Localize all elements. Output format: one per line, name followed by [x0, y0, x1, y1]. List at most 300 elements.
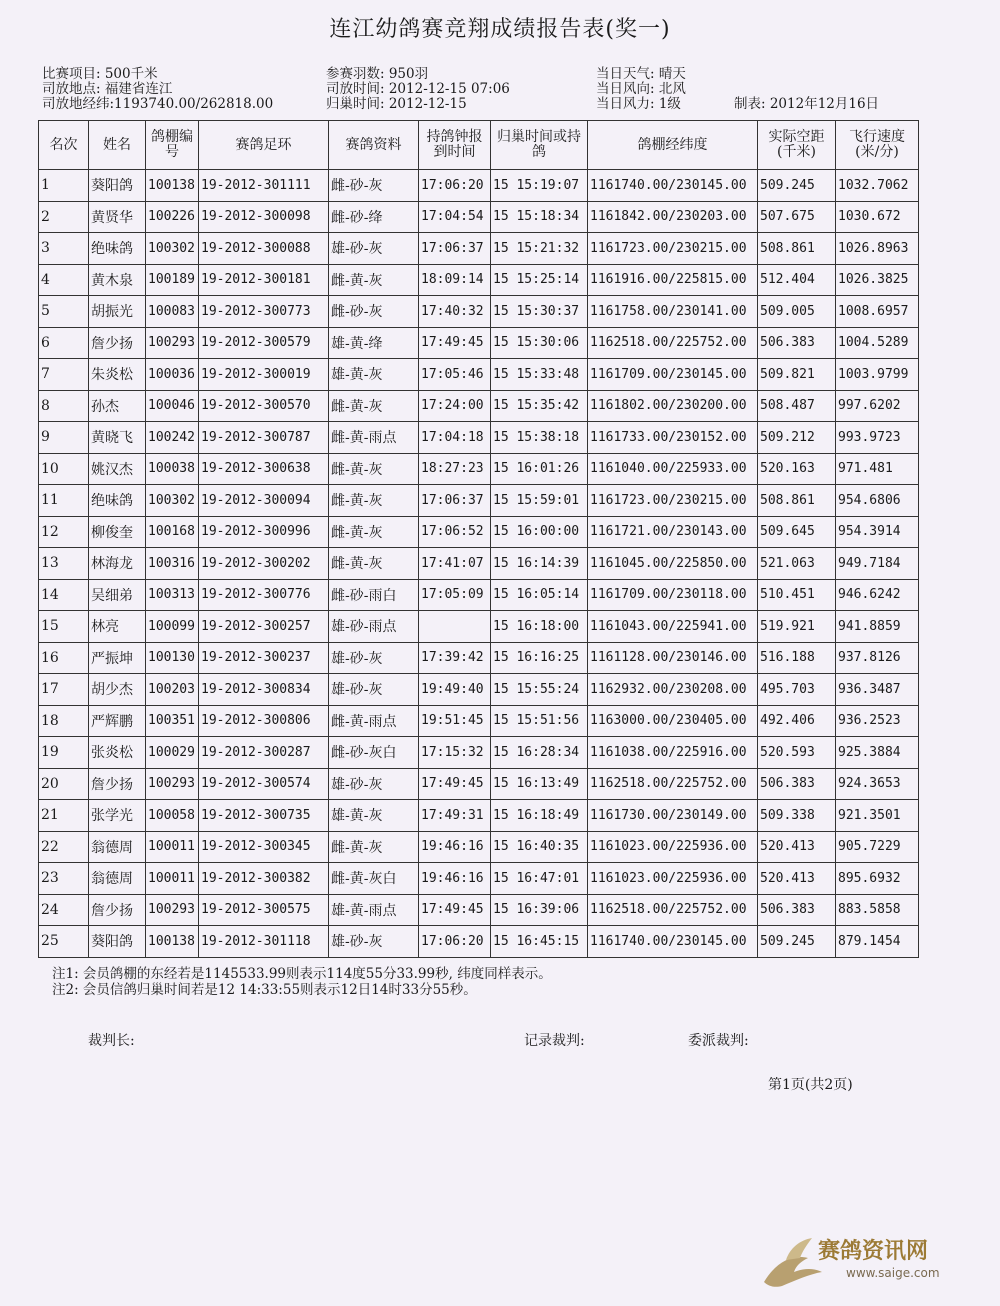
cell-arrival: 15 15:38:18	[491, 422, 588, 454]
table-row	[39, 737, 919, 769]
watermark	[756, 1232, 966, 1294]
cell-coords: 1161709.00/230145.00	[588, 359, 758, 391]
cell-ring: 19-2012-300996	[199, 516, 329, 548]
cell-rank: 6	[39, 327, 89, 359]
cell-distance: 506.383	[758, 768, 836, 800]
cell-coords: 1162932.00/230208.00	[588, 674, 758, 706]
cell-coords: 1162518.00/225752.00	[588, 894, 758, 926]
cell-loft: 100011	[146, 831, 199, 863]
cell-distance: 516.188	[758, 642, 836, 674]
cell-rank: 10	[39, 453, 89, 485]
cell-clock: 17:06:20	[419, 170, 491, 202]
cell-name: 胡振光	[89, 296, 146, 328]
cell-rank: 17	[39, 674, 89, 706]
cell-clock: 17:41:07	[419, 548, 491, 580]
cell-name: 黄贤华	[89, 201, 146, 233]
cell-coords: 1162518.00/225752.00	[588, 768, 758, 800]
table-row	[39, 359, 919, 391]
cell-rank: 5	[39, 296, 89, 328]
watermark-url: www.saige.com	[846, 1266, 940, 1280]
cell-clock: 17:40:32	[419, 296, 491, 328]
cell-arrival: 15 16:05:14	[491, 579, 588, 611]
cell-ring: 19-2012-300094	[199, 485, 329, 517]
cell-coords: 1162518.00/225752.00	[588, 327, 758, 359]
cell-info: 雌-砂-灰	[329, 296, 419, 328]
cell-info: 雄-黄-灰	[329, 800, 419, 832]
cell-clock: 17:49:45	[419, 327, 491, 359]
cell-speed: 936.2523	[836, 705, 919, 737]
cell-ring: 19-2012-300345	[199, 831, 329, 863]
cell-rank: 25	[39, 926, 89, 958]
cell-ring: 19-2012-300806	[199, 705, 329, 737]
table-row	[39, 485, 919, 517]
cell-arrival: 15 16:18:00	[491, 611, 588, 643]
cell-speed: 954.6806	[836, 485, 919, 517]
cell-loft: 100130	[146, 642, 199, 674]
cell-speed: 946.6242	[836, 579, 919, 611]
header-ring: 赛鸽足环	[199, 121, 329, 170]
cell-loft: 100138	[146, 170, 199, 202]
cell-distance: 492.406	[758, 705, 836, 737]
cell-speed: 937.8126	[836, 642, 919, 674]
header-clock: 持鸽钟报到时间	[419, 121, 491, 170]
cell-ring: 19-2012-300287	[199, 737, 329, 769]
cell-ring: 19-2012-300019	[199, 359, 329, 391]
cell-coords: 1161040.00/225933.00	[588, 453, 758, 485]
cell-ring: 19-2012-301118	[199, 926, 329, 958]
cell-ring: 19-2012-300181	[199, 264, 329, 296]
cell-speed: 1026.8963	[836, 233, 919, 265]
info-wind-direction: 当日风向: 北风	[596, 81, 686, 97]
cell-coords: 1161740.00/230145.00	[588, 926, 758, 958]
cell-distance: 512.404	[758, 264, 836, 296]
cell-ring: 19-2012-300735	[199, 800, 329, 832]
table-row	[39, 894, 919, 926]
cell-name: 黄木泉	[89, 264, 146, 296]
cell-loft: 100036	[146, 359, 199, 391]
cell-coords: 1161128.00/230146.00	[588, 642, 758, 674]
cell-rank: 8	[39, 390, 89, 422]
note-1: 注1: 会员鸽棚的东经若是1145533.99则表示114度55分33.99秒, 纬度同样表示。	[52, 966, 552, 982]
info-event: 比赛项目: 500千米	[42, 66, 158, 82]
table-row	[39, 926, 919, 958]
cell-speed: 997.6202	[836, 390, 919, 422]
info-release-coords: 司放地经纬:1193740.00/262818.00	[42, 96, 274, 112]
cell-info: 雌-砂-灰	[329, 170, 419, 202]
header-arrival: 归巢时间或持鸽	[491, 121, 588, 170]
table-row	[39, 233, 919, 265]
table-header-row	[39, 121, 919, 170]
page-number: 第1页(共2页)	[768, 1077, 853, 1093]
cell-clock: 18:09:14	[419, 264, 491, 296]
cell-speed: 1030.672	[836, 201, 919, 233]
info-entries: 参赛羽数: 950羽	[326, 66, 429, 82]
info-wind-force: 当日风力: 1级	[596, 96, 681, 112]
cell-ring: 19-2012-300098	[199, 201, 329, 233]
table-row	[39, 768, 919, 800]
cell-coords: 1163000.00/230405.00	[588, 705, 758, 737]
cell-clock: 17:49:31	[419, 800, 491, 832]
signature-recorder: 记录裁判:	[524, 1033, 585, 1049]
cell-rank: 21	[39, 800, 89, 832]
cell-loft: 100203	[146, 674, 199, 706]
cell-arrival: 15 16:47:01	[491, 863, 588, 895]
cell-clock: 17:39:42	[419, 642, 491, 674]
cell-loft: 100316	[146, 548, 199, 580]
cell-distance: 506.383	[758, 894, 836, 926]
pigeon-logo-icon	[756, 1232, 826, 1292]
cell-loft: 100242	[146, 422, 199, 454]
cell-arrival: 15 16:16:25	[491, 642, 588, 674]
header-loft: 鸽棚编号	[146, 121, 199, 170]
cell-distance: 520.413	[758, 831, 836, 863]
cell-info: 雄-砂-灰	[329, 926, 419, 958]
cell-rank: 18	[39, 705, 89, 737]
cell-loft: 100011	[146, 863, 199, 895]
cell-coords: 1161045.00/225850.00	[588, 548, 758, 580]
cell-clock: 17:04:54	[419, 201, 491, 233]
cell-distance: 495.703	[758, 674, 836, 706]
cell-distance: 509.821	[758, 359, 836, 391]
cell-speed: 924.3653	[836, 768, 919, 800]
cell-speed: 1004.5289	[836, 327, 919, 359]
cell-clock: 17:06:37	[419, 485, 491, 517]
watermark-text: 赛鸽资讯网	[818, 1239, 929, 1264]
cell-speed: 1026.3825	[836, 264, 919, 296]
cell-speed: 993.9723	[836, 422, 919, 454]
cell-name: 朱炎松	[89, 359, 146, 391]
cell-coords: 1161740.00/230145.00	[588, 170, 758, 202]
cell-rank: 13	[39, 548, 89, 580]
cell-arrival: 15 15:55:24	[491, 674, 588, 706]
cell-rank: 14	[39, 579, 89, 611]
cell-arrival: 15 16:28:34	[491, 737, 588, 769]
report-title: 连江幼鸽赛竞翔成绩报告表(奖一)	[329, 17, 671, 42]
cell-ring: 19-2012-300570	[199, 390, 329, 422]
cell-speed: 921.3501	[836, 800, 919, 832]
cell-rank: 24	[39, 894, 89, 926]
table-row	[39, 642, 919, 674]
table-row	[39, 548, 919, 580]
cell-speed: 883.5858	[836, 894, 919, 926]
cell-arrival: 15 15:30:37	[491, 296, 588, 328]
cell-rank: 4	[39, 264, 89, 296]
cell-info: 雌-砂-绛	[329, 201, 419, 233]
cell-coords: 1161723.00/230215.00	[588, 233, 758, 265]
cell-clock: 17:06:20	[419, 926, 491, 958]
cell-info: 雌-黄-灰	[329, 548, 419, 580]
cell-clock: 19:46:16	[419, 831, 491, 863]
cell-rank: 16	[39, 642, 89, 674]
cell-ring: 19-2012-301111	[199, 170, 329, 202]
cell-clock: 18:27:23	[419, 453, 491, 485]
cell-loft: 100168	[146, 516, 199, 548]
cell-arrival: 15 15:19:07	[491, 170, 588, 202]
cell-distance: 509.245	[758, 170, 836, 202]
cell-rank: 19	[39, 737, 89, 769]
cell-name: 黄晓飞	[89, 422, 146, 454]
cell-coords: 1161721.00/230143.00	[588, 516, 758, 548]
cell-clock: 17:06:37	[419, 233, 491, 265]
cell-name: 严辉鹏	[89, 705, 146, 737]
cell-clock: 17:24:00	[419, 390, 491, 422]
table-row	[39, 264, 919, 296]
table-row	[39, 611, 919, 643]
cell-rank: 23	[39, 863, 89, 895]
header-speed: 飞行速度(米/分)	[836, 121, 919, 170]
cell-clock	[419, 611, 491, 643]
cell-speed: 1032.7062	[836, 170, 919, 202]
table-row	[39, 390, 919, 422]
cell-distance: 520.413	[758, 863, 836, 895]
cell-ring: 19-2012-300257	[199, 611, 329, 643]
cell-ring: 19-2012-300088	[199, 233, 329, 265]
info-release-time: 司放时间: 2012-12-15 07:06	[326, 81, 510, 97]
cell-coords: 1161038.00/225916.00	[588, 737, 758, 769]
cell-speed: 879.1454	[836, 926, 919, 958]
cell-name: 葵阳鸽	[89, 926, 146, 958]
cell-clock: 17:49:45	[419, 768, 491, 800]
cell-name: 胡少杰	[89, 674, 146, 706]
cell-arrival: 15 15:33:48	[491, 359, 588, 391]
cell-clock: 17:05:46	[419, 359, 491, 391]
cell-distance: 520.593	[758, 737, 836, 769]
cell-coords: 1161733.00/230152.00	[588, 422, 758, 454]
cell-speed: 936.3487	[836, 674, 919, 706]
cell-loft: 100029	[146, 737, 199, 769]
cell-distance: 509.645	[758, 516, 836, 548]
cell-info: 雌-黄-灰	[329, 390, 419, 422]
cell-coords: 1161758.00/230141.00	[588, 296, 758, 328]
cell-distance: 507.675	[758, 201, 836, 233]
cell-info: 雄-黄-灰	[329, 359, 419, 391]
header-info: 赛鸽资料	[329, 121, 419, 170]
cell-info: 雌-砂-灰白	[329, 737, 419, 769]
cell-ring: 19-2012-300382	[199, 863, 329, 895]
cell-arrival: 15 15:35:42	[491, 390, 588, 422]
table-row	[39, 831, 919, 863]
cell-name: 绝味鸽	[89, 485, 146, 517]
cell-coords: 1161730.00/230149.00	[588, 800, 758, 832]
table-row	[39, 800, 919, 832]
cell-info: 雌-黄-雨点	[329, 422, 419, 454]
cell-info: 雄-砂-灰	[329, 233, 419, 265]
cell-loft: 100313	[146, 579, 199, 611]
cell-clock: 17:05:09	[419, 579, 491, 611]
cell-loft: 100189	[146, 264, 199, 296]
cell-arrival: 15 16:01:26	[491, 453, 588, 485]
cell-name: 詹少扬	[89, 768, 146, 800]
cell-ring: 19-2012-300638	[199, 453, 329, 485]
notes	[52, 966, 552, 998]
cell-speed: 971.481	[836, 453, 919, 485]
cell-name: 柳俊奎	[89, 516, 146, 548]
signature-chief: 裁判长:	[88, 1033, 135, 1049]
table-row	[39, 674, 919, 706]
cell-info: 雌-黄-灰	[329, 453, 419, 485]
cell-ring: 19-2012-300776	[199, 579, 329, 611]
table-row	[39, 705, 919, 737]
cell-name: 孙杰	[89, 390, 146, 422]
cell-info: 雄-砂-雨点	[329, 611, 419, 643]
table-row	[39, 453, 919, 485]
info-made-on: 制表: 2012年12月16日	[734, 96, 880, 112]
cell-loft: 100302	[146, 233, 199, 265]
cell-coords: 1161023.00/225936.00	[588, 863, 758, 895]
table-row	[39, 170, 919, 202]
cell-speed: 949.7184	[836, 548, 919, 580]
cell-ring: 19-2012-300773	[199, 296, 329, 328]
signature-assigned: 委派裁判:	[688, 1033, 749, 1049]
cell-ring: 19-2012-300237	[199, 642, 329, 674]
cell-rank: 2	[39, 201, 89, 233]
cell-ring: 19-2012-300579	[199, 327, 329, 359]
cell-arrival: 15 15:21:32	[491, 233, 588, 265]
cell-info: 雌-砂-雨白	[329, 579, 419, 611]
cell-name: 严振坤	[89, 642, 146, 674]
cell-rank: 22	[39, 831, 89, 863]
cell-coords: 1161842.00/230203.00	[588, 201, 758, 233]
cell-name: 姚汉杰	[89, 453, 146, 485]
cell-clock: 17:15:32	[419, 737, 491, 769]
cell-rank: 20	[39, 768, 89, 800]
cell-info: 雄-砂-灰	[329, 768, 419, 800]
cell-ring: 19-2012-300574	[199, 768, 329, 800]
table-row	[39, 579, 919, 611]
cell-distance: 509.212	[758, 422, 836, 454]
cell-name: 翁德周	[89, 863, 146, 895]
cell-coords: 1161802.00/230200.00	[588, 390, 758, 422]
cell-name: 翁德周	[89, 831, 146, 863]
cell-arrival: 15 16:45:15	[491, 926, 588, 958]
cell-info: 雄-黄-绛	[329, 327, 419, 359]
cell-loft: 100099	[146, 611, 199, 643]
cell-clock: 17:04:18	[419, 422, 491, 454]
cell-arrival: 15 15:18:34	[491, 201, 588, 233]
cell-arrival: 15 16:00:00	[491, 516, 588, 548]
header-distance: 实际空距(千米)	[758, 121, 836, 170]
cell-clock: 19:49:40	[419, 674, 491, 706]
cell-loft: 100302	[146, 485, 199, 517]
table-row	[39, 422, 919, 454]
cell-ring: 19-2012-300834	[199, 674, 329, 706]
cell-ring: 19-2012-300202	[199, 548, 329, 580]
cell-ring: 19-2012-300787	[199, 422, 329, 454]
cell-info: 雄-砂-灰	[329, 642, 419, 674]
cell-arrival: 15 16:14:39	[491, 548, 588, 580]
cell-name: 葵阳鸽	[89, 170, 146, 202]
cell-distance: 519.921	[758, 611, 836, 643]
cell-arrival: 15 15:59:01	[491, 485, 588, 517]
cell-loft: 100351	[146, 705, 199, 737]
cell-info: 雌-黄-灰	[329, 485, 419, 517]
cell-ring: 19-2012-300575	[199, 894, 329, 926]
cell-rank: 9	[39, 422, 89, 454]
cell-distance: 509.245	[758, 926, 836, 958]
cell-coords: 1161916.00/225815.00	[588, 264, 758, 296]
cell-distance: 508.861	[758, 485, 836, 517]
cell-loft: 100058	[146, 800, 199, 832]
cell-distance: 506.383	[758, 327, 836, 359]
table-row	[39, 516, 919, 548]
cell-coords: 1161043.00/225941.00	[588, 611, 758, 643]
cell-loft: 100138	[146, 926, 199, 958]
header-rank: 名次	[39, 121, 89, 170]
cell-name: 林亮	[89, 611, 146, 643]
cell-speed: 954.3914	[836, 516, 919, 548]
cell-name: 詹少扬	[89, 894, 146, 926]
cell-loft: 100293	[146, 327, 199, 359]
cell-loft: 100293	[146, 894, 199, 926]
cell-clock: 17:49:45	[419, 894, 491, 926]
cell-info: 雄-砂-灰	[329, 674, 419, 706]
cell-loft: 100038	[146, 453, 199, 485]
cell-info: 雌-黄-雨点	[329, 705, 419, 737]
cell-name: 绝味鸽	[89, 233, 146, 265]
cell-distance: 508.487	[758, 390, 836, 422]
cell-arrival: 15 16:13:49	[491, 768, 588, 800]
cell-speed: 1003.9799	[836, 359, 919, 391]
cell-name: 詹少扬	[89, 327, 146, 359]
cell-distance: 520.163	[758, 453, 836, 485]
table-row	[39, 296, 919, 328]
cell-speed: 905.7229	[836, 831, 919, 863]
table-row	[39, 327, 919, 359]
info-weather: 当日天气: 晴天	[596, 66, 686, 82]
cell-rank: 1	[39, 170, 89, 202]
cell-loft: 100226	[146, 201, 199, 233]
cell-info: 雌-黄-灰白	[329, 863, 419, 895]
cell-arrival: 15 16:18:49	[491, 800, 588, 832]
cell-clock: 19:46:16	[419, 863, 491, 895]
cell-name: 张炎松	[89, 737, 146, 769]
cell-coords: 1161723.00/230215.00	[588, 485, 758, 517]
cell-name: 张学光	[89, 800, 146, 832]
cell-speed: 895.6932	[836, 863, 919, 895]
cell-rank: 12	[39, 516, 89, 548]
cell-coords: 1161709.00/230118.00	[588, 579, 758, 611]
cell-clock: 19:51:45	[419, 705, 491, 737]
header-name: 姓名	[89, 121, 146, 170]
cell-speed: 1008.6957	[836, 296, 919, 328]
results-table	[38, 120, 919, 958]
table-row	[39, 863, 919, 895]
note-2: 注2: 会员信鸽归巢时间若是12 14:33:55则表示12日14时33分55秒。	[52, 982, 477, 998]
cell-info: 雄-黄-雨点	[329, 894, 419, 926]
cell-rank: 7	[39, 359, 89, 391]
cell-distance: 509.005	[758, 296, 836, 328]
info-return-time: 归巢时间: 2012-12-15	[326, 96, 467, 112]
cell-rank: 11	[39, 485, 89, 517]
cell-arrival: 15 15:25:14	[491, 264, 588, 296]
cell-clock: 17:06:52	[419, 516, 491, 548]
cell-loft: 100083	[146, 296, 199, 328]
cell-distance: 508.861	[758, 233, 836, 265]
table-row	[39, 201, 919, 233]
cell-arrival: 15 15:30:06	[491, 327, 588, 359]
cell-loft: 100046	[146, 390, 199, 422]
cell-distance: 510.451	[758, 579, 836, 611]
cell-info: 雌-黄-灰	[329, 264, 419, 296]
cell-distance: 521.063	[758, 548, 836, 580]
cell-arrival: 15 16:40:35	[491, 831, 588, 863]
cell-name: 林海龙	[89, 548, 146, 580]
cell-info: 雌-黄-灰	[329, 516, 419, 548]
header-coords: 鸽棚经纬度	[588, 121, 758, 170]
cell-rank: 3	[39, 233, 89, 265]
cell-speed: 925.3884	[836, 737, 919, 769]
cell-coords: 1161023.00/225936.00	[588, 831, 758, 863]
